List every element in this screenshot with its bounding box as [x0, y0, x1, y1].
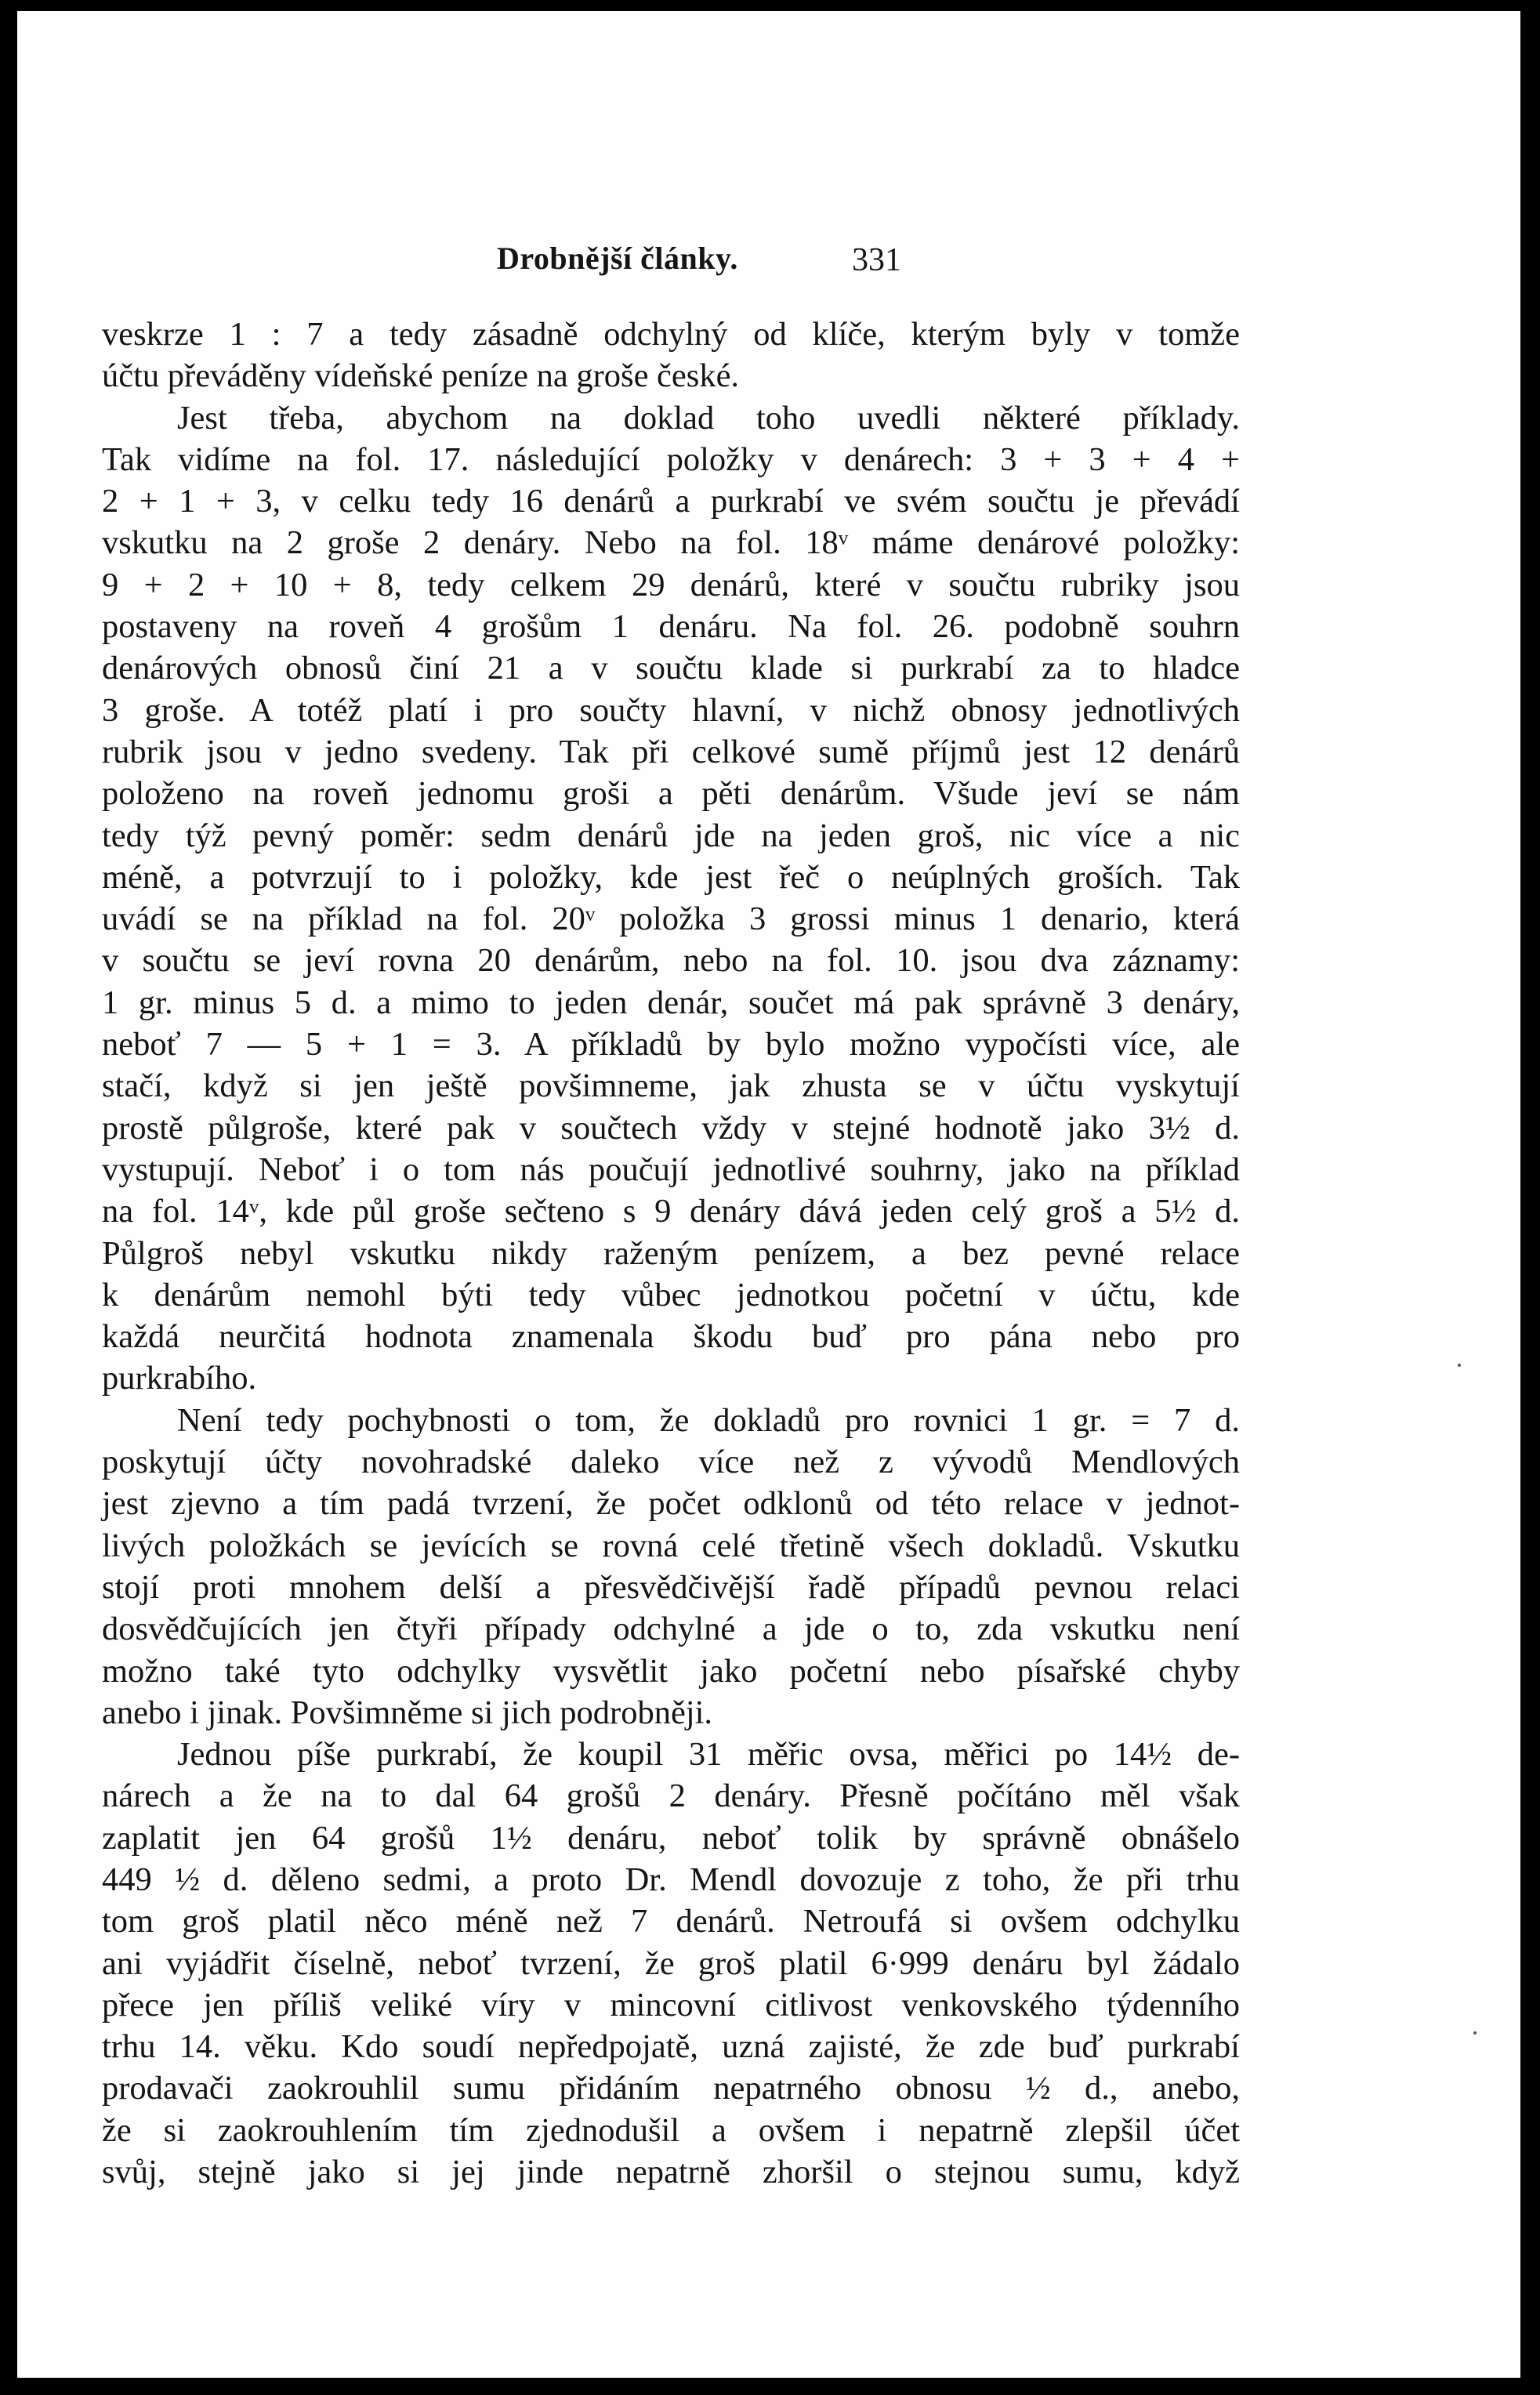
text-line: ani vyjádřit číselně, neboť tvrzení, že groš platil 6·999 denáru byl žádalo [102, 1944, 1240, 1982]
text-line: přece jen příliš veliké víry v mincovní citlivost venkovského týdenního [102, 1986, 1240, 2024]
page-number: 331 [852, 242, 901, 278]
text-line: purkrabího. [102, 1360, 257, 1397]
text-line: v součtu se jeví rovna 20 denárům, nebo na fol. 10. jsou dva záznamy: [102, 942, 1240, 980]
text-line: 449 ½ d. děleno sedmi, a proto Dr. Mendl dovozuje z toho, že při trhu [102, 1861, 1240, 1898]
text-line: trhu 14. věku. Kdo soudí nepředpojatě, uzná zajisté, že zde buď purkrabí [102, 2028, 1240, 2066]
page-header [17, 240, 1520, 287]
text-line: Jednou píše purkrabí, že koupil 31 měřic ovsa, měřici po 14½ de- [177, 1736, 1240, 1774]
text-line: položeno na roveň jednomu groši a pěti denárům. Všude jeví se nám [102, 775, 1240, 813]
scan-speck [1458, 1364, 1461, 1367]
text-line: na fol. 14ᵛ, kde půl groše sečteno s 9 denáry dává jeden celý groš a 5½ d. [102, 1193, 1240, 1230]
text-line: postaveny na roveň 4 grošům 1 denáru. Na fol. 26. podobně souhrn [102, 608, 1240, 646]
text-line: zaplatit jen 64 grošů 1½ denáru, neboť tolik by správně obnášelo [102, 1819, 1240, 1857]
text-line: stačí, když si jen ještě povšimneme, jak zhusta se v účtu vyskytují [102, 1067, 1240, 1105]
text-line: poskytují účty novohradské daleko více než z vývodů Mendlových [102, 1444, 1240, 1481]
text-line: uvádí se na příklad na fol. 20ᵛ položka 3 grossi minus 1 denario, která [102, 900, 1240, 938]
text-line: nárech a že na to dal 64 grošů 2 denáry. Přesně počítáno měl však [102, 1777, 1240, 1815]
text-line: Není tedy pochybnosti o tom, že dokladů pro rovnici 1 gr. = 7 d. [177, 1401, 1240, 1439]
book-page [17, 11, 1520, 2378]
text-line: 3 groše. A totéž platí i pro součty hlavní, v nichž obnosy jednotlivých [102, 691, 1240, 729]
text-line: tom groš platil něco méně než 7 denárů. Netroufá si ovšem odchylku [102, 1903, 1240, 1940]
text-line: 1 gr. minus 5 d. a mimo to jeden denár, součet má pak správně 3 denáry, [102, 984, 1240, 1021]
text-line: Jest třeba, abychom na doklad toho uvedli některé příklady. [177, 399, 1240, 437]
text-line: méně, a potvrzují to i položky, kde jest řeč o neúplných groších. Tak [102, 858, 1240, 896]
text-line: rubrik jsou v jedno svedeny. Tak při celkové sumě příjmů jest 12 denárů [102, 733, 1240, 770]
text-line: vskutku na 2 groše 2 denáry. Nebo na fol. 18ᵛ máme denárové položky: [102, 524, 1240, 562]
text-line: dosvědčujících jen čtyři případy odchylné a jde o to, zda vskutku není [102, 1611, 1240, 1648]
text-line: tedy týž pevný poměr: sedm denárů jde na jeden groš, nic více a nic [102, 817, 1240, 854]
text-line: prodavači zaokrouhlil sumu přidáním nepatrného obnosu ½ d., anebo, [102, 2070, 1240, 2107]
text-line: livých položkách se jevících se rovná celé třetině všech dokladů. Vskutku [102, 1527, 1240, 1564]
text-line: každá neurčitá hodnota znamenala škodu buď pro pána nebo pro [102, 1318, 1240, 1356]
running-head: Drobnější články. [497, 241, 738, 276]
scan-speck [1473, 2031, 1477, 2034]
text-line: stojí proti mnohem delší a přesvědčivější řadě případů pevnou relaci [102, 1568, 1240, 1606]
text-line: veskrze 1 : 7 a tedy zásadně odchylný od klíče, kterým byly v tomže [102, 316, 1240, 353]
body-text [102, 313, 1240, 2193]
text-line: účtu převáděny vídeňské peníze na groše české. [102, 357, 740, 395]
text-line: prostě půlgroše, které pak v součtech vždy v stejné hodnotě jako 3½ d. [102, 1109, 1240, 1147]
text-line: denárových obnosů činí 21 a v součtu klade si purkrabí za to hladce [102, 650, 1240, 687]
text-line: 9 + 2 + 10 + 8, tedy celkem 29 denárů, které v součtu rubriky jsou [102, 566, 1240, 603]
text-line: neboť 7 — 5 + 1 = 3. A příkladů by bylo možno vypočísti více, ale [102, 1026, 1240, 1063]
text-line: Tak vidíme na fol. 17. následující položky v denárech: 3 + 3 + 4 + [102, 440, 1240, 478]
text-line: svůj, stejně jako si jej jinde nepatrně zhoršil o stejnou sumu, když [102, 2154, 1240, 2191]
text-line: Půlgroš nebyl vskutku nikdy raženým penízem, a bez pevné relace [102, 1234, 1240, 1272]
text-line: jest zjevno a tím padá tvrzení, že počet odklonů od této relace v jednot- [102, 1485, 1240, 1523]
text-line: 2 + 1 + 3, v celku tedy 16 denárů a purkrabí ve svém součtu je převádí [102, 483, 1240, 520]
text-line: vystupují. Neboť i o tom nás poučují jednotlivé souhrny, jako na příklad [102, 1150, 1240, 1188]
text-line: k denárům nemohl býti tedy vůbec jednotkou početní v účtu, kde [102, 1276, 1240, 1313]
text-line: anebo i jinak. Povšimněme si jich podrobněji. [102, 1694, 713, 1731]
text-line: možno také tyto odchylky vysvětlit jako početní nebo písařské chyby [102, 1652, 1240, 1690]
text-line: že si zaokrouhlením tím zjednodušil a ovšem i nepatrně zlepšil účet [102, 2111, 1240, 2149]
